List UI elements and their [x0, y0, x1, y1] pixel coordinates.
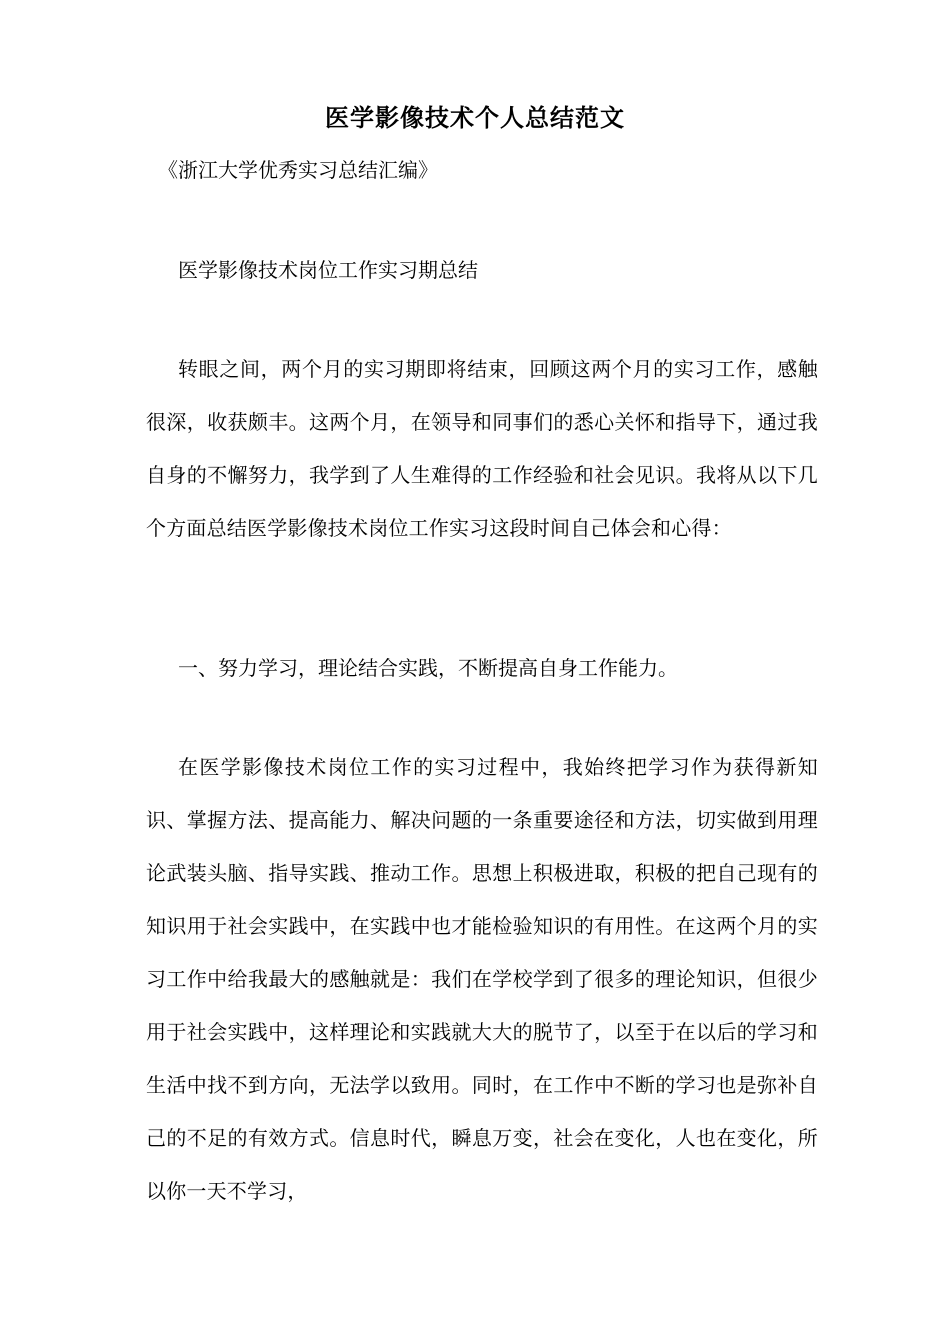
- document-source: 《浙江大学优秀实习总结汇编》: [158, 158, 438, 182]
- point-one-paragraph: 在医学影像技术岗位工作的实习过程中，我始终把学习作为获得新知识、掌握方法、提高能力、解决问题的一条重要途径和方法，切实做到用理论武装头脑、指导实践、推动工作。思想上积极进取，积极的把自己现有的知识用于社会实践中，在实践中也才能检验知识的有用性。在这两个月的实习工作中给我最大的感触就是：我们在学校学到了很多的理论知识，但很少用于社会实践中，这样理论和实践就大大的脱节了，以至于在以后的学习和生活中找不到方向，无法学以致用。同时，在工作中不断的学习也是弥补自己的不足的有效方式。信息时代，瞬息万变，社会在变化，人也在变化，所以你一天不学习，: [146, 755, 818, 1203]
- intro-paragraph: 转眼之间，两个月的实习期即将结束，回顾这两个月的实习工作，感触很深，收获颇丰。这两个月，在领导和同事们的悉心关怀和指导下，通过我自身的不懈努力，我学到了人生难得的工作经验和社会见识。我将从以下几个方面总结医学影像技术岗位工作实习这段时间自己体会和心得：: [146, 357, 818, 540]
- document-title: 医学影像技术个人总结范文: [325, 103, 625, 132]
- section-heading: 医学影像技术岗位工作实习期总结: [178, 258, 478, 282]
- point-one-heading: 一、努力学习，理论结合实践，不断提高自身工作能力。: [178, 656, 678, 680]
